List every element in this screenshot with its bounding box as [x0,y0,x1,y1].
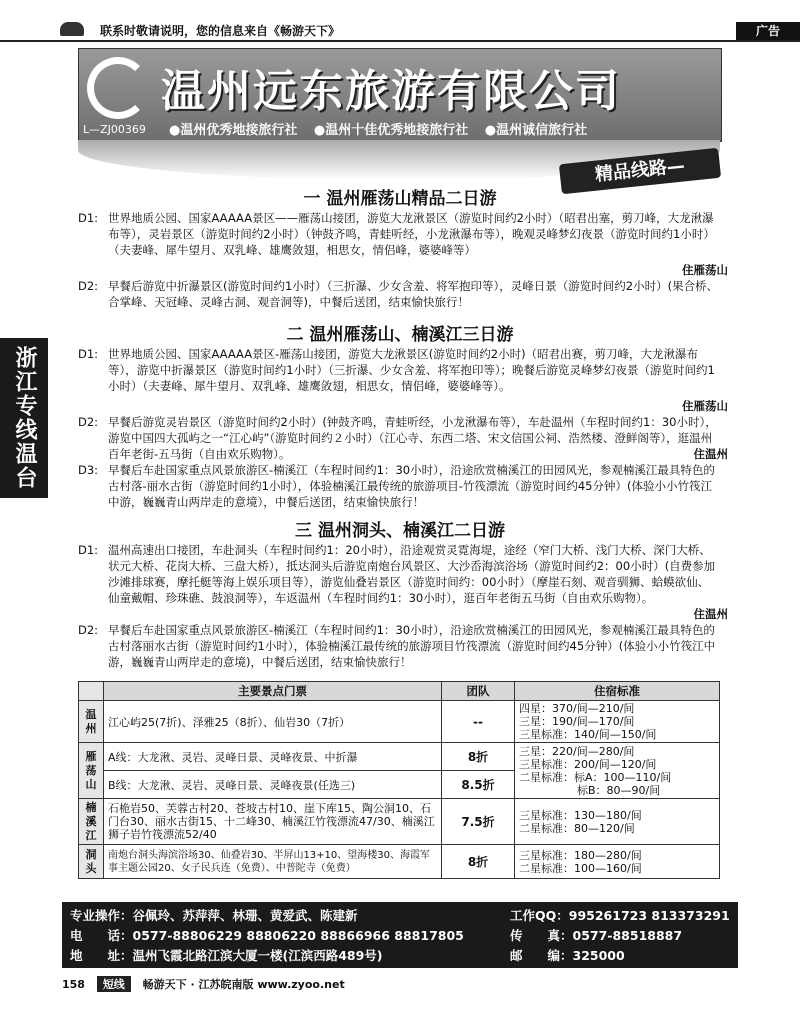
day-label: D2: [78,279,99,293]
city-cell: 洞头 [79,845,104,879]
overnight-location: 住温州 [693,607,728,621]
day-text: 早餐后车赴国家重点风景旅游区-楠溪江（车程时间约1：30小时），沿途欣赏楠溪江的田园风光，参观楠溪江最具特色的古村落丽水古街（游览时间约1小时），体验楠溪江最传统的旅游项目竹筏漂流（游览时间约45分钟）(体验小小竹筏江中游，巍巍青山两岸走的意境)，中餐后送团，结束愉快旅行！ [108,623,716,669]
day-label: D3: [78,463,99,477]
tickets-cell: 石桅岩50、芙蓉古村20、苍坡古村10、崖下库15、陶公洞10、石门台30、丽水古街15、十二峰30、楠溪江竹筏漂流47/30、楠溪江狮子岩竹筏漂流52/40 [104,799,442,845]
page-number: 158 [62,978,85,991]
day-label: D2: [78,415,99,429]
lodging-line: 三星标准：130—180/间 [519,808,642,822]
top-strip [0,0,800,42]
discount-cell: 8折 [442,743,515,771]
overnight-location: 住雁荡山 [682,263,728,277]
route-title: 三 温州洞头、楠溪江二日游 [295,521,505,541]
city-cell: 温州 [79,701,104,743]
itinerary-day [78,622,720,670]
table-header-cell: 住宿标准 [515,682,720,701]
lodging-line: 三星标准：200/间—120/间 [519,757,657,771]
overnight-location: 住雁荡山 [682,399,728,413]
itinerary-day [78,210,720,258]
discount-cell: 8.5折 [442,771,515,799]
section-tag: 短线 [97,976,131,992]
contact-footer [62,902,738,968]
itinerary-day [78,462,720,510]
operators: 专业操作：谷佩玲、苏萍萍、林珊、黄爱武、陈建新 [70,908,358,923]
itinerary-day [78,278,720,310]
table-header-row [79,682,720,701]
honor-item: ●温州优秀地接旅行社 [169,123,298,138]
phone-numbers: 电 话：0577-88806229 88806220 88866966 88817805 [70,928,464,943]
table-header-cell: 团队 [442,682,515,701]
ticket-price-table [78,681,720,879]
zip-code: 邮 编：325000 [510,948,625,963]
honor-item: ●温州诚信旅行社 [484,123,588,138]
itinerary-day [78,414,720,462]
lodging-line: 三星：190/间—170/间 [519,715,635,728]
route-title: 二 温州雁荡山、楠溪江三日游 [286,325,514,345]
lodging-cell [515,743,720,799]
table-row [79,743,720,771]
day-text: 世界地质公园、国家AAAAA景区——雁荡山接团，游览大龙湫景区（游览时间约2小时）（昭君出塞，剪刀峰，大龙湫瀑布等），灵岩景区（游览时间约2小时）（钟鼓齐鸣，青蛙听经，小龙湫瀑布等），晚观灵峰梦幻夜景（游览时间约1小时）（夫妻峰、犀牛望月、双乳峰、雄鹰敛翅，相思女，情侣峰，婆婆峰等） [108,211,715,257]
day-label: D1: [78,543,99,557]
day-label: D1: [78,211,99,225]
source-notice: 联系时敬请说明，您的信息来自《畅游天下》 [100,24,341,38]
table-row [79,845,720,879]
itinerary-day [78,346,720,394]
table-row [79,701,720,743]
discount-cell: 7.5折 [442,799,515,845]
overnight-location: 住温州 [693,447,728,461]
day-text: 早餐后车赴国家重点风景旅游区-楠溪江（车程时间约1：30小时），沿途欣赏楠溪江的田园风光，参观楠溪江最具特色的古村落-丽水古街（游览时间约1小时），体验楠溪江最传统的旅游项目-竹筏漂流（游览时间约45分钟）(体验小小竹筏江中游，巍巍青山两岸走的意境），中餐后送团，结束愉快旅行！ [108,463,715,509]
license-number: L—ZJ00369 [83,123,146,136]
tickets-cell: A线：大龙湫、灵岩、灵峰日景、灵峰夜景、中折瀑 [104,743,442,771]
company-name: 温州远东旅游有限公司 [161,66,621,117]
qq-numbers: 工作QQ：995261723 813373291 [510,908,730,923]
tickets-cell: B线：大龙湫、灵岩、灵峰日景、灵峰夜景(任选三) [104,771,442,799]
city-cell: 雁荡山 [79,743,104,799]
lodging-cell [515,799,720,845]
page-footer [62,976,345,992]
table-header-cell [79,682,104,701]
publication-name: 畅游天下 · 江苏皖南版 www.zyoo.net [142,978,345,991]
day-text: 温州高速出口接团，车赴洞头（车程时间约1：20小时），沿途观赏灵霓海堤，途经（窄门大桥、浅门大桥、深门大桥、状元大桥、花岗大桥、三盘大桥），抵达洞头后游览南炮台风景区、大沙岙海滨浴场（游览时间约2：00小时）(自费参加沙滩排球赛，摩托艇等海上娱乐项目等），游览仙叠岩景区（游览时间约：00小时）（摩崖石刻、观音驯狮、蛤蟆欲仙、仙童戴帽、珍珠礁、鼓浪洞等），车返温州（车程时间约1：30小时），逛百年老街五马街（自由欢乐购物）。 [108,543,716,605]
table-header-cell: 主要景点门票 [104,682,442,701]
ad-tag: 广告 [736,22,800,40]
day-text: 早餐后游览灵岩景区（游览时间约2小时）(钟鼓齐鸣，青蛙听经，小龙湫瀑布等），车赴温州（车程时间约1：30小时），游览中国四大孤屿之一“江心屿”（游览时间约２小时）（江心寺、东西二塔、宋文信国公祠、浩然楼、澄鲜阁等），逛温州百年老街-五马街（自由欢乐购物）。 [108,415,717,461]
day-text: 世界地质公园、国家AAAAA景区-雁荡山接团，游览大龙湫景区(游览时间约2小时)（昭君出赛，剪刀峰，大龙湫瀑布等），游览中折瀑景区（游览时间约1小时）（三折瀑、少女含羞、将军抱印等）；晚餐后游览灵峰梦幻夜景（游览时间约1小时）（夫妻峰、犀牛望月、双乳峰、雄鹰敛翅，相思女，情侣峰，婆婆峰等）。 [108,347,715,393]
itinerary-day [78,542,720,606]
address: 地 址：温州飞霞北路江滨大厦一楼(江滨西路489号) [70,948,383,963]
side-category-label: 浙江专线温台 [0,338,48,498]
lodging-line: 四星：370/间—210/间 [519,702,635,715]
company-logo-icon [87,57,149,119]
discount-cell: -- [442,701,515,743]
honor-item: ●温州十佳优秀地接旅行社 [313,123,469,138]
magazine-logo-icon [60,22,84,36]
discount-cell: 8折 [442,845,515,879]
featured-routes-badge: 精品线路— [559,148,721,195]
lodging-line: 三星标准：180—280/间 [519,848,642,862]
fax-number: 传 真：0577-88518887 [510,928,683,943]
lodging-line: 三星：220/间—280/间 [519,744,635,758]
lodging-line: 标B：80—90/间 [577,783,661,797]
lodging-line: 二星标准：80—120/间 [519,821,635,835]
day-label: D2: [78,623,99,637]
day-text: 早餐后游览中折瀑景区(游览时间约1小时）（三折瀑、少女含羞、将军抱印等），灵峰日景（游览时间约2小时）(果合桥、合掌峰、天冠峰、灵峰古洞、观音洞等)，中餐后送团，结束愉快旅行！ [108,279,719,309]
tickets-cell: 南炮台洞头海滨浴场30、仙叠岩30、半屏山13+10、望海楼30、海霞军事主题公园20、女子民兵连（免费）、中普陀寺（免费） [104,845,442,879]
lodging-line: 二星标准：标A：100—110/间 [519,770,672,784]
table-row [79,799,720,845]
tickets-cell: 江心屿25(7折)、泽雅25（8折）、仙岩30（7折） [104,701,442,743]
route-title: 一 温州雁荡山精品二日游 [303,189,497,209]
lodging-line: 三星标准：140/间—150/间 [519,728,657,741]
day-label: D1: [78,347,99,361]
lodging-cell [515,845,720,879]
company-header [78,48,722,142]
city-cell: 楠溪江 [79,799,104,845]
honor-list [169,119,599,138]
lodging-cell [515,701,720,743]
lodging-line: 二星标准：100—160/间 [519,861,642,875]
